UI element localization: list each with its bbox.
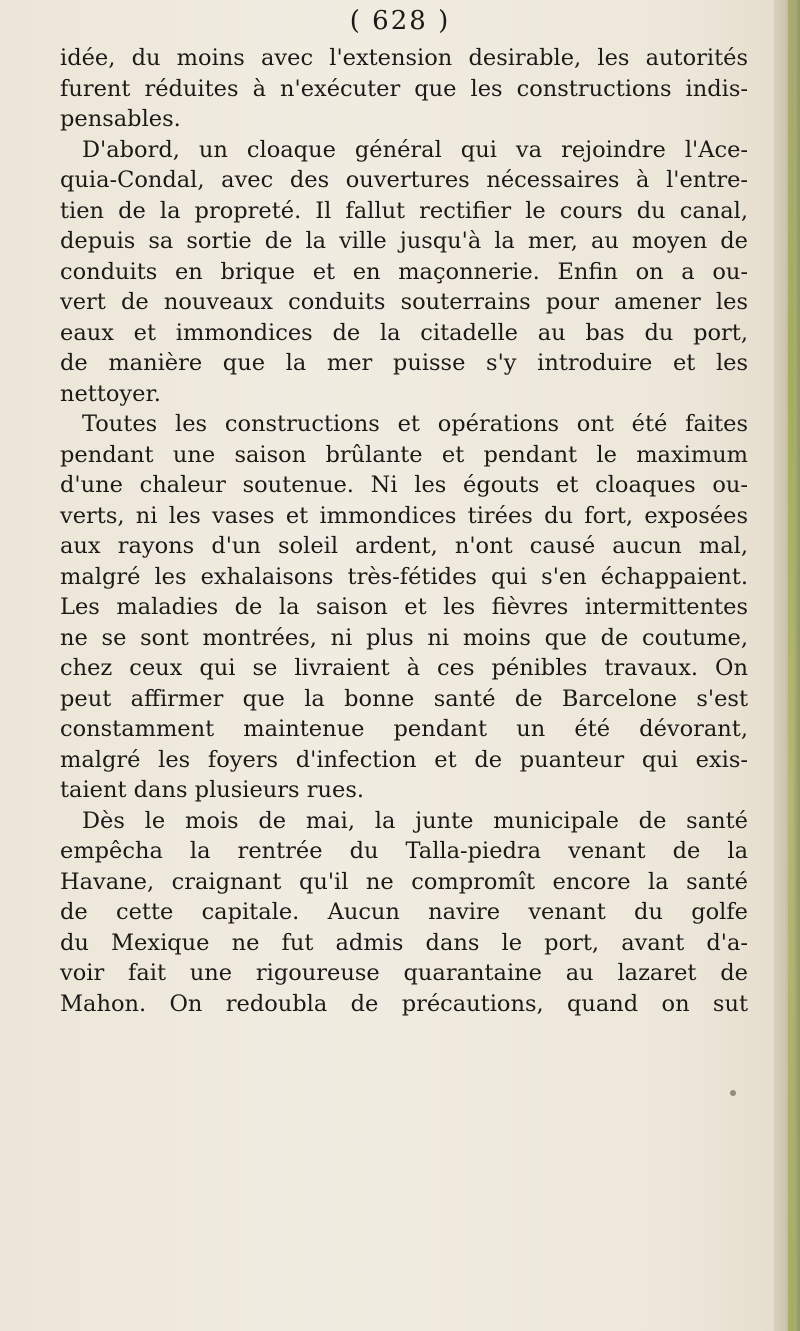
text-line: D'abord, un cloaque général qui va rejoindre l'Ace-	[82, 136, 748, 163]
text-line: Dès le mois de mai, la junte municipale de santé	[82, 807, 748, 834]
text-line: du Mexique ne fut admis dans le port, avant d'a-	[60, 929, 748, 956]
body-text	[60, 43, 748, 1019]
text-line: d'une chaleur soutenue. Ni les égouts et cloaques ou-	[60, 472, 748, 498]
text-line: vert de nouveaux conduits souterrains pour amener les	[60, 289, 748, 315]
text-line: aux rayons d'un soleil ardent, n'ont causé aucun mal,	[60, 533, 748, 559]
text-line: chez ceux qui se livraient à ces pénibles travaux. On	[60, 655, 748, 681]
text-line: voir fait une rigoureuse quarantaine au lazaret de	[60, 960, 748, 986]
text-line: Les maladies de la saison et les fièvres intermittentes	[60, 594, 748, 620]
text-line: constamment maintenue pendant un été dévorant,	[60, 716, 748, 742]
page-edge-binding	[774, 0, 800, 1331]
text-line: quia-Condal, avec des ouvertures nécessaires à l'entre-	[60, 167, 748, 193]
text-line: pendant une saison brûlante et pendant le maximum	[60, 441, 748, 468]
text-line: de manière que la mer puisse s'y introduire et les	[60, 350, 748, 376]
text-line: ne se sont montrées, ni plus ni moins que de coutume,	[60, 624, 748, 651]
text-line: de cette capitale. Aucun navire venant du golfe	[60, 899, 748, 925]
text-line: conduits en brique et en maçonnerie. Enfin on a ou-	[60, 258, 748, 285]
text-line: eaux et immondices de la citadelle au bas du port,	[60, 319, 748, 346]
text-line: Toutes les constructions et opérations ont été faites	[82, 411, 748, 437]
text-line: peut affirmer que la bonne santé de Barcelone s'est	[60, 685, 748, 712]
text-line: malgré les foyers d'infection et de puanteur qui exis-	[60, 746, 748, 773]
text-line: tien de la propreté. Il fallut rectifier le cours du canal,	[60, 197, 748, 224]
text-line: Havane, craignant qu'il ne compromît encore la santé	[60, 868, 748, 895]
text-line: taient dans plusieurs rues.	[60, 777, 365, 803]
text-line: depuis sa sortie de la ville jusqu'à la mer, au moyen de	[60, 228, 748, 254]
page-number: ( 628 )	[349, 6, 451, 36]
page-edge-stripe	[788, 0, 794, 1331]
text-line: nettoyer.	[60, 380, 161, 407]
text-line: pensables.	[60, 106, 181, 132]
ink-mark	[730, 1090, 736, 1096]
text-line: malgré les exhalaisons très-fétides qui s'en échappaient.	[60, 563, 748, 590]
text-line: verts, ni les vases et immondices tirées du fort, exposées	[60, 502, 748, 529]
text-line: furent réduites à n'exécuter que les constructions indis-	[60, 75, 748, 102]
text-line: empêcha la rentrée du Talla-piedra venant de la	[60, 838, 748, 864]
text-line: Mahon. On redoubla de précautions, quand on sut	[60, 990, 748, 1017]
text-line: idée, du moins avec l'extension desirable, les autorités	[60, 45, 748, 71]
